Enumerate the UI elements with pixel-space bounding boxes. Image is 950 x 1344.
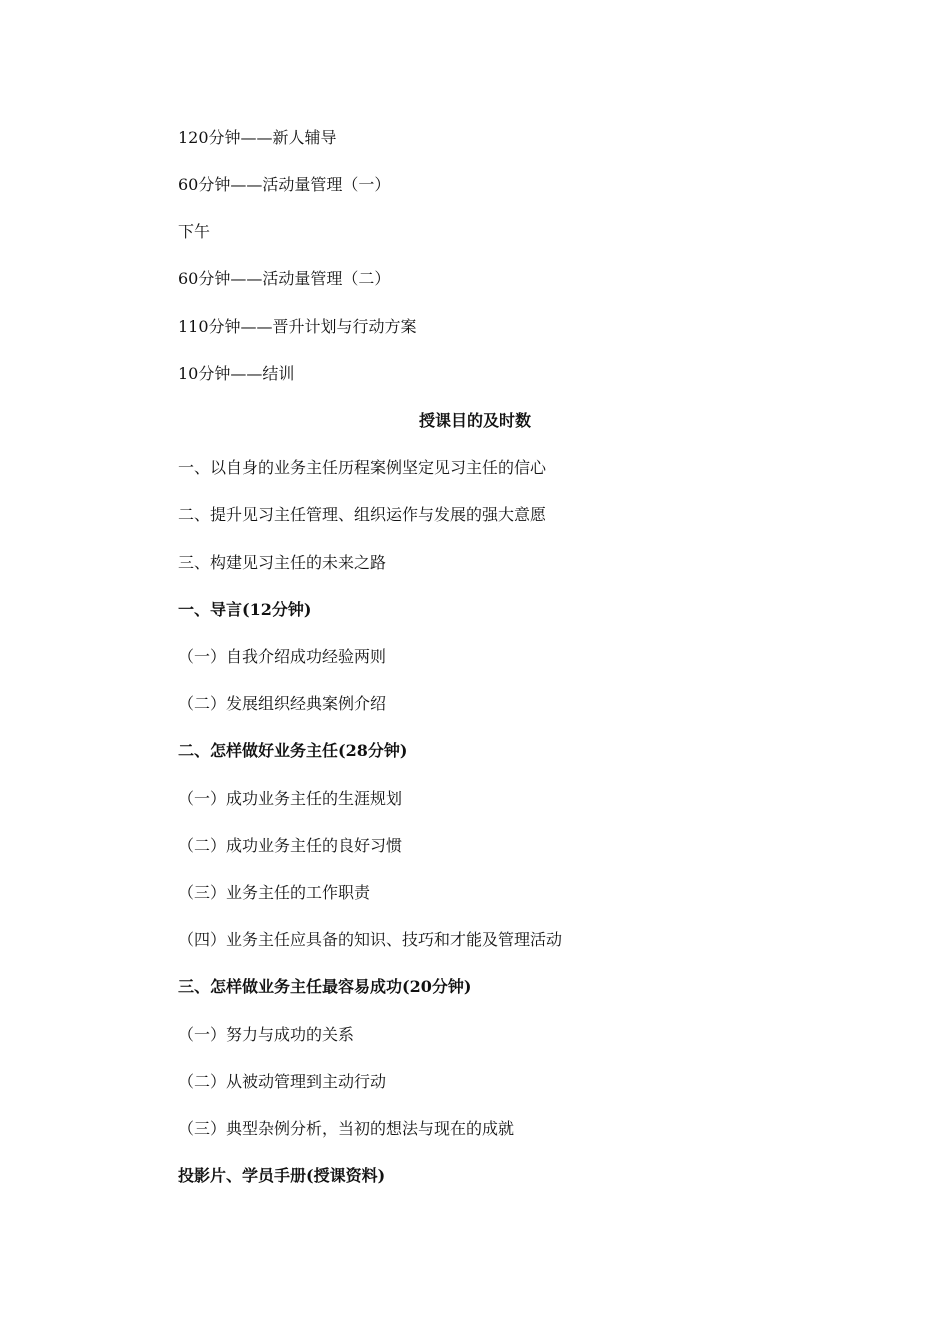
- section-item: （二）成功业务主任的良好习惯: [178, 836, 403, 855]
- materials-line: 投影片、学员手册(授课资料): [178, 1166, 386, 1185]
- section-item: （二）发展组织经典案例介绍: [178, 694, 387, 713]
- section-item: （一）努力与成功的关系: [178, 1025, 355, 1044]
- schedule-item-activity-management-1: 60分钟——活动量管理（一）: [178, 175, 391, 194]
- schedule-afternoon-label: 下午: [178, 222, 211, 241]
- section-item: （三）业务主任的工作职责: [178, 883, 371, 902]
- section-title-easiest-success: 三、怎样做业务主任最容易成功(20分钟): [178, 977, 472, 996]
- schedule-item-graduation: 10分钟——结训: [178, 364, 295, 383]
- section-item: （四）业务主任应具备的知识、技巧和才能及管理活动: [178, 930, 563, 949]
- schedule-item-activity-management-2: 60分钟——活动量管理（二）: [178, 269, 391, 288]
- objective-item: 一、以自身的业务主任历程案例坚定见习主任的信心: [178, 458, 547, 477]
- section-item: （三）典型杂例分析，当初的想法与现在的成就: [178, 1119, 515, 1138]
- schedule-item-new-staff-coaching: 120分钟——新人辅导: [178, 128, 337, 147]
- section-title-introduction: 一、导言(12分钟): [178, 600, 312, 619]
- section-item: （二）从被动管理到主动行动: [178, 1072, 387, 1091]
- section-item: （一）成功业务主任的生涯规划: [178, 789, 403, 808]
- objective-item: 二、提升见习主任管理、组织运作与发展的强大意愿: [178, 505, 547, 524]
- objective-item: 三、构建见习主任的未来之路: [178, 553, 387, 572]
- objectives-heading: 授课目的及时数: [418, 411, 531, 430]
- section-title-being-a-good-supervisor: 二、怎样做好业务主任(28分钟): [178, 741, 408, 760]
- schedule-item-promotion-plan: 110分钟——晋升计划与行动方案: [178, 317, 417, 336]
- section-item: （一）自我介绍成功经验两则: [178, 647, 387, 666]
